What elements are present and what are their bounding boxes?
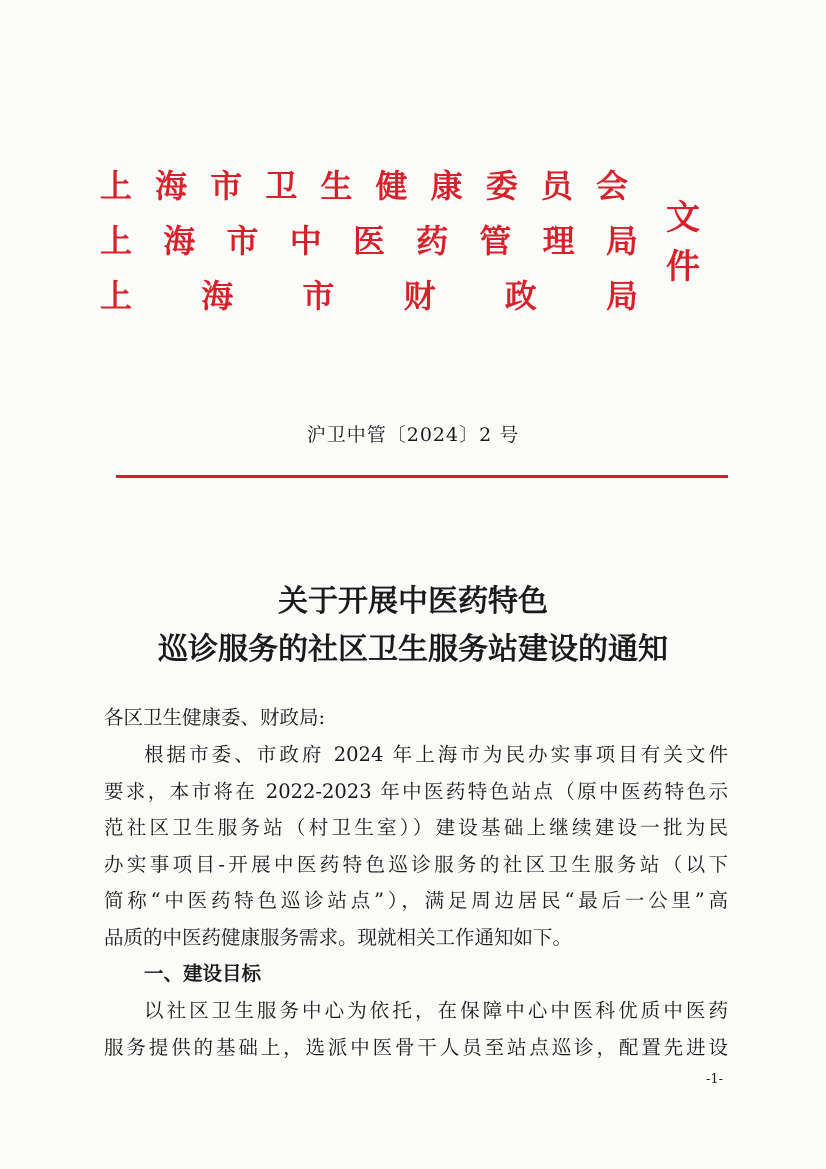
- section-heading: [104, 956, 728, 993]
- page-number: -1-: [706, 1072, 724, 1087]
- document-title-line1: 关于开展中医药特色: [278, 584, 548, 619]
- document-title-line2: 巡诊服务的社区卫生服务站建设的通知: [158, 632, 668, 667]
- paragraph-goal: [104, 993, 728, 1066]
- paragraph-intro: [104, 737, 728, 956]
- paragraph-line: 以社区卫生服务中心为依托，在保障中心中医科优质中医药: [144, 999, 728, 1022]
- issuer-name-chars: 上 海 市 卫 生 健 康 委 员 会: [100, 167, 628, 205]
- document-number: 沪卫中管〔2024〕2 号: [306, 424, 520, 446]
- paragraph-line: 品质的中医药健康服务需求。现就相关工作通知如下。: [104, 925, 573, 949]
- paragraph-line: 简称“中医药特色巡诊站点”），满足周边居民“最后一公里”高: [104, 889, 728, 912]
- issuer-tcm-bureau: [100, 198, 702, 287]
- paragraph-line: 范社区卫生服务站（村卫生室））建设基础上继续建设一批为民: [104, 816, 728, 839]
- section-heading-text: 一、建设目标: [144, 962, 262, 985]
- document-label: 文件: [666, 198, 702, 287]
- issuer-name-chars: 上 海 市 中 医 药 管 理 局: [100, 222, 638, 260]
- paragraph-line: 服务提供的基础上，选派中医骨干人员至站点巡诊，配置先进设: [104, 1035, 728, 1059]
- issuer-name-chars: 上 海 市 财 政 局: [100, 277, 638, 315]
- salutation: [104, 700, 728, 737]
- salutation-text: 各区卫生健康委、财政局:: [104, 706, 326, 729]
- issuer-finance-bureau: [100, 272, 638, 316]
- paragraph-line: 办实事项目-开展中医药特色巡诊服务的社区卫生服务站（以下: [104, 852, 728, 876]
- red-divider: [116, 475, 728, 478]
- paragraph-line: 要求，本市将在 2022-2023 年中医药特色站点（原中医药特色示: [104, 779, 728, 803]
- paragraph-line: 根据市委、市政府 2024 年上海市为民办实事项目有关文件: [144, 743, 728, 766]
- issuer-health-commission: [100, 162, 628, 206]
